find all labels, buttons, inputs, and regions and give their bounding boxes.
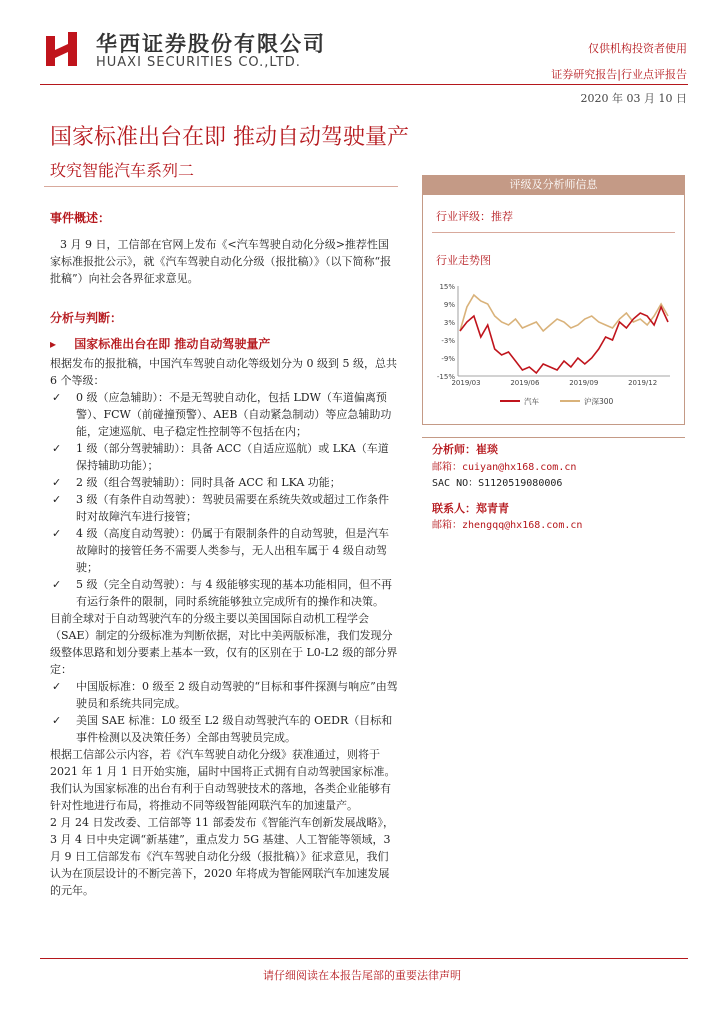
audience-tag: 仅供机构投资者使用 — [588, 42, 687, 55]
analysis-para2: 目前全球对于自动驾驶汽车的分级主要以美国国际自动机工程学会（SAE）制定的分级标准为判断依据，对比中美两版标准，我们发现分级整体思路和划分要素上基本一致，仅有的区别在于 L0-L2 级的部分界定： — [50, 612, 398, 676]
chart-x-tick-label: 2019/12 — [628, 379, 658, 387]
analysis-heading: 分析与判断： — [50, 311, 123, 325]
contact-name: 联系人：郑青青 — [432, 502, 509, 515]
chart-y-tick-label: -15% — [436, 373, 455, 381]
check-icon: ✓ — [52, 527, 62, 540]
company-name-en: HUAXI SECURITIES CO.,LTD. — [96, 55, 301, 70]
chart-series-line — [460, 295, 668, 331]
list-item: ✓ 中国版标准：0 级至 2 级自动驾驶的“目标和事件探测与响应”由驾驶员和系统共同完成。 — [52, 680, 398, 710]
compare-list — [50, 678, 398, 746]
chart-series-line — [460, 307, 668, 373]
subtitle-divider — [44, 186, 398, 187]
check-icon: ✓ — [52, 493, 62, 506]
list-item: ✓ 4 级（高度自动驾驶）：仍属于有限制条件的自动驾驶，但是汽车故障时的接管任务不需要人类参与，无人出租车属于 4 级自动驾驶； — [52, 527, 389, 574]
list-item: ✓ 2 级（组合驾驶辅助）：同时具备 ACC 和 LKA 功能； — [52, 476, 341, 489]
trend-chart — [428, 280, 680, 412]
contact-email[interactable]: 邮箱：zhengqq@hx168.com.cn — [432, 520, 583, 531]
triangle-bullet-icon: ▸ — [50, 337, 57, 351]
event-text: 3 月 9 日，工信部在官网上发布《<汽车驾驶自动化分级>推荐性国家标准报批公示》，就《汽车驾驶自动化分级（报批稿）》（以下简称“报批稿”）向社会各界征求意见。 — [50, 238, 392, 285]
page-subtitle: 玫究智能汽车系列二 — [50, 161, 195, 180]
analysis-subheading: ▸ 国家标准出台在即 推动自动驾驶量产 — [50, 337, 271, 351]
trend-title: 行业走势图 — [436, 254, 491, 267]
analysis-para3: 根据工信部公示内容，若《汽车驾驶自动化分级》获准通过，则将于 2021 年 1 月 1 日开始实施，届时中国将正式拥有自动驾驶国家标准。我们认为国家标准的出台有利于自动驾驶技术的落地，各类企业能够有针对性地进行布局，将推动不同等级智能网联汽车的加速量产。 — [50, 748, 396, 812]
industry-rating: 行业评级：推荐 — [436, 210, 513, 223]
chart-legend-label: 汽车 — [524, 397, 539, 406]
chart-y-tick-label: 3% — [443, 319, 455, 327]
sidebar-header: 评级及分析师信息 — [422, 175, 685, 195]
company-name-cn: 华西证券股份有限公司 — [96, 32, 326, 56]
analysis-para4: 2 月 24 日发改委、工信部等 11 部委发布《智能汽车创新发展战略》，3 月 4 日中央定调“新基建”，重点发力 5G 基建、人工智能等领域，3 月 9 日工信部发布《汽车驾驶自动化分级（报批稿）》征求意见，我们认为在顶层设计的不断完善下，2020 年将成为智能网联汽车加速发展的元年。 — [50, 816, 394, 897]
chart-legend-label: 沪深300 — [584, 397, 614, 406]
chart-y-tick-label: 9% — [443, 301, 455, 309]
check-icon: ✓ — [52, 442, 62, 455]
check-icon: ✓ — [52, 578, 62, 591]
chart-x-tick-label: 2019/06 — [510, 379, 540, 387]
analyst-name: 分析师：崔琰 — [432, 443, 498, 456]
analysis-body — [50, 355, 398, 899]
level-list — [50, 389, 398, 610]
footer-divider — [40, 958, 688, 959]
page-title: 国家标准出台在即 推动自动驾驶量产 — [50, 125, 409, 150]
check-icon: ✓ — [52, 391, 62, 404]
chart-x-tick-label: 2019/09 — [569, 379, 599, 387]
chart-y-tick-label: -3% — [441, 337, 455, 345]
check-icon: ✓ — [52, 476, 62, 489]
analyst-divider — [422, 437, 685, 438]
chart-y-tick-label: 15% — [439, 283, 455, 291]
chart-x-tick-label: 2019/03 — [451, 379, 481, 387]
list-item: ✓ 5 级（完全自动驾驶）：与 4 级能够实现的基本功能相同，但不再有运行条件的限制，同时系统能够独立完成所有的操作和决策。 — [52, 578, 392, 608]
chart-y-tick-label: -9% — [441, 355, 455, 363]
analysis-intro: 根据发布的报批稿，中国汽车驾驶自动化等级划分为 0 级到 5 级，总共 6 个等级： — [50, 357, 397, 387]
report-date: 2020 年 03 月 10 日 — [580, 92, 687, 105]
list-item: ✓ 3 级（有条件自动驾驶）：驾驶员需要在系统失效或超过工作条件时对故障汽车进行接管； — [52, 493, 389, 523]
event-heading: 事件概述： — [50, 211, 111, 225]
report-type-tag: 证券研究报告|行业点评报告 — [551, 68, 687, 81]
list-item: ✓ 1 级（部分驾驶辅助）：具备 ACC（自适应巡航）或 LKA（车道保持辅助功能）； — [52, 442, 389, 472]
analyst-email[interactable]: 邮箱：cuiyan@hx168.com.cn — [432, 462, 577, 473]
check-icon: ✓ — [52, 714, 62, 727]
header-divider — [40, 84, 688, 85]
huaxi-logo-icon — [44, 30, 82, 68]
rating-divider — [432, 232, 675, 233]
check-icon: ✓ — [52, 680, 62, 693]
legal-notice: 请仔细阅读在本报告尾部的重要法律声明 — [263, 969, 461, 982]
list-item: ✓ 0 级（应急辅助）：不是无驾驶自动化，包括 LDW（车道偏离预警）、FCW（前碰撞预警）、AEB（自动紧急制动）等应急辅助功能，定速巡航、电子稳定性控制等不包括在内； — [52, 391, 392, 438]
list-item: ✓ 美国 SAE 标准：L0 级至 L2 级自动驾驶汽车的 OEDR（目标和事件检测以及决策任务）全部由驾驶员完成。 — [52, 714, 393, 744]
analyst-sac: SAC NO：S1120519080006 — [432, 478, 563, 489]
